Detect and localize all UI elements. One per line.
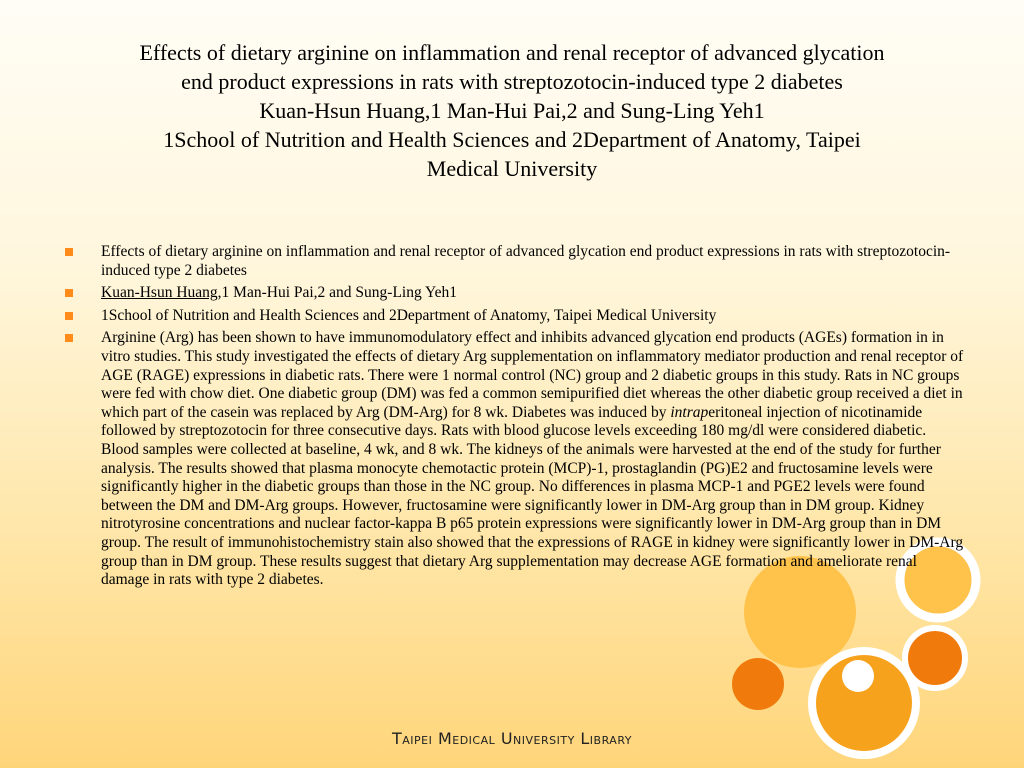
footer-library-name: Taipei Medical University Library [392, 729, 632, 748]
bullet-square-icon [65, 289, 73, 297]
bullet-text: 1School of Nutrition and Health Sciences and 2Department of Anatomy, Taipei Medical University [101, 306, 717, 324]
title-line-2: end product expressions in rats with streptozotocin-induced type 2 diabetes [181, 69, 843, 94]
title-line-1: Effects of dietary arginine on inflammation and renal receptor of advanced glycation [139, 40, 885, 65]
bullet-item-affiliation [62, 307, 967, 326]
author-link[interactable]: Kuan-Hsun Huang [101, 284, 218, 302]
bullet-text: ,1 Man-Hui Pai,2 and Sung-Ling Yeh1 [217, 284, 458, 302]
abstract-text-part-1: Arginine (Arg) has been shown to have immunomodulatory effect and inhibits advanced glycation end products (AGEs) formation in in vitro studies. This study investigated the effects of dietary Arg supplementation on inflammatory mediator production and renal receptor of AGE (RAGE) expressions in diabetic rats. There were 1 normal control (NC) group and 2 diabetic groups in this study. Rats in NC groups were fed with chow diet. One diabetic group (DM) was fed a common semipurified diet whereas the other diabetic group received a diet in which part of the casein was replaced by Arg (DM-Arg) for 8 wk. Diabetes was induced by [101, 329, 964, 421]
bullet-square-icon [65, 334, 73, 342]
bullet-list [62, 243, 967, 594]
title-authors: Kuan-Hsun Huang,1 Man-Hui Pai,2 and Sung-Ling Yeh1 [259, 98, 765, 123]
circle-left-dark [732, 658, 784, 710]
bullet-item-title [62, 243, 967, 280]
bullet-square-icon [65, 312, 73, 320]
abstract-text-part-2: eritoneal injection of nicotinamide followed by streptozotocin for three consecutive days. Rats with blood glucose levels exceeding 180 mg/dl were considered diabetic. Blood samples were collected at baseline, 4 wk, and 8 wk. The kidneys of the animals were harvested at the end of the study for further analysis. The results showed that plasma monocyte chemotactic protein (MCP)-1, prostaglandin (PG)E2 and fructosamine levels were significantly higher in the diabetic groups than those in the NC group. No differences in plasma MCP-1 and PGE2 levels were found between the DM and DM-Arg groups. However, fructosamine were significantly lower in DM-Arg group than in DM group. Kidney nitrotyrosine concentrations and nuclear factor-kappa B p65 protein expressions were significantly lower in DM-Arg group than in DM group. The result of immunohistochemistry stain also showed that the expressions of RAGE in kidney were significantly lower in DM-Arg group than in DM group. These results suggest that dietary Arg supplementation may decrease AGE formation and ameliorate renal damage in rats with type 2 diabetes. [101, 403, 964, 589]
title-affiliation-2: Medical University [426, 156, 598, 181]
bullet-item-authors [62, 284, 967, 303]
circle-right-dark [905, 628, 965, 688]
title-affiliation-1: 1School of Nutrition and Health Sciences and 2Department of Anatomy, Taipei [163, 127, 861, 152]
circle-bottom-inner [842, 660, 874, 692]
bullet-text: Effects of dietary arginine on inflammation and renal receptor of advanced glycation end product expressions in rats with streptozotocin-induced type 2 diabetes [101, 243, 951, 279]
abstract-italic-text: intrap [670, 403, 709, 421]
bullet-item-abstract [62, 329, 967, 589]
bullet-square-icon [65, 248, 73, 256]
slide-title [60, 38, 964, 183]
